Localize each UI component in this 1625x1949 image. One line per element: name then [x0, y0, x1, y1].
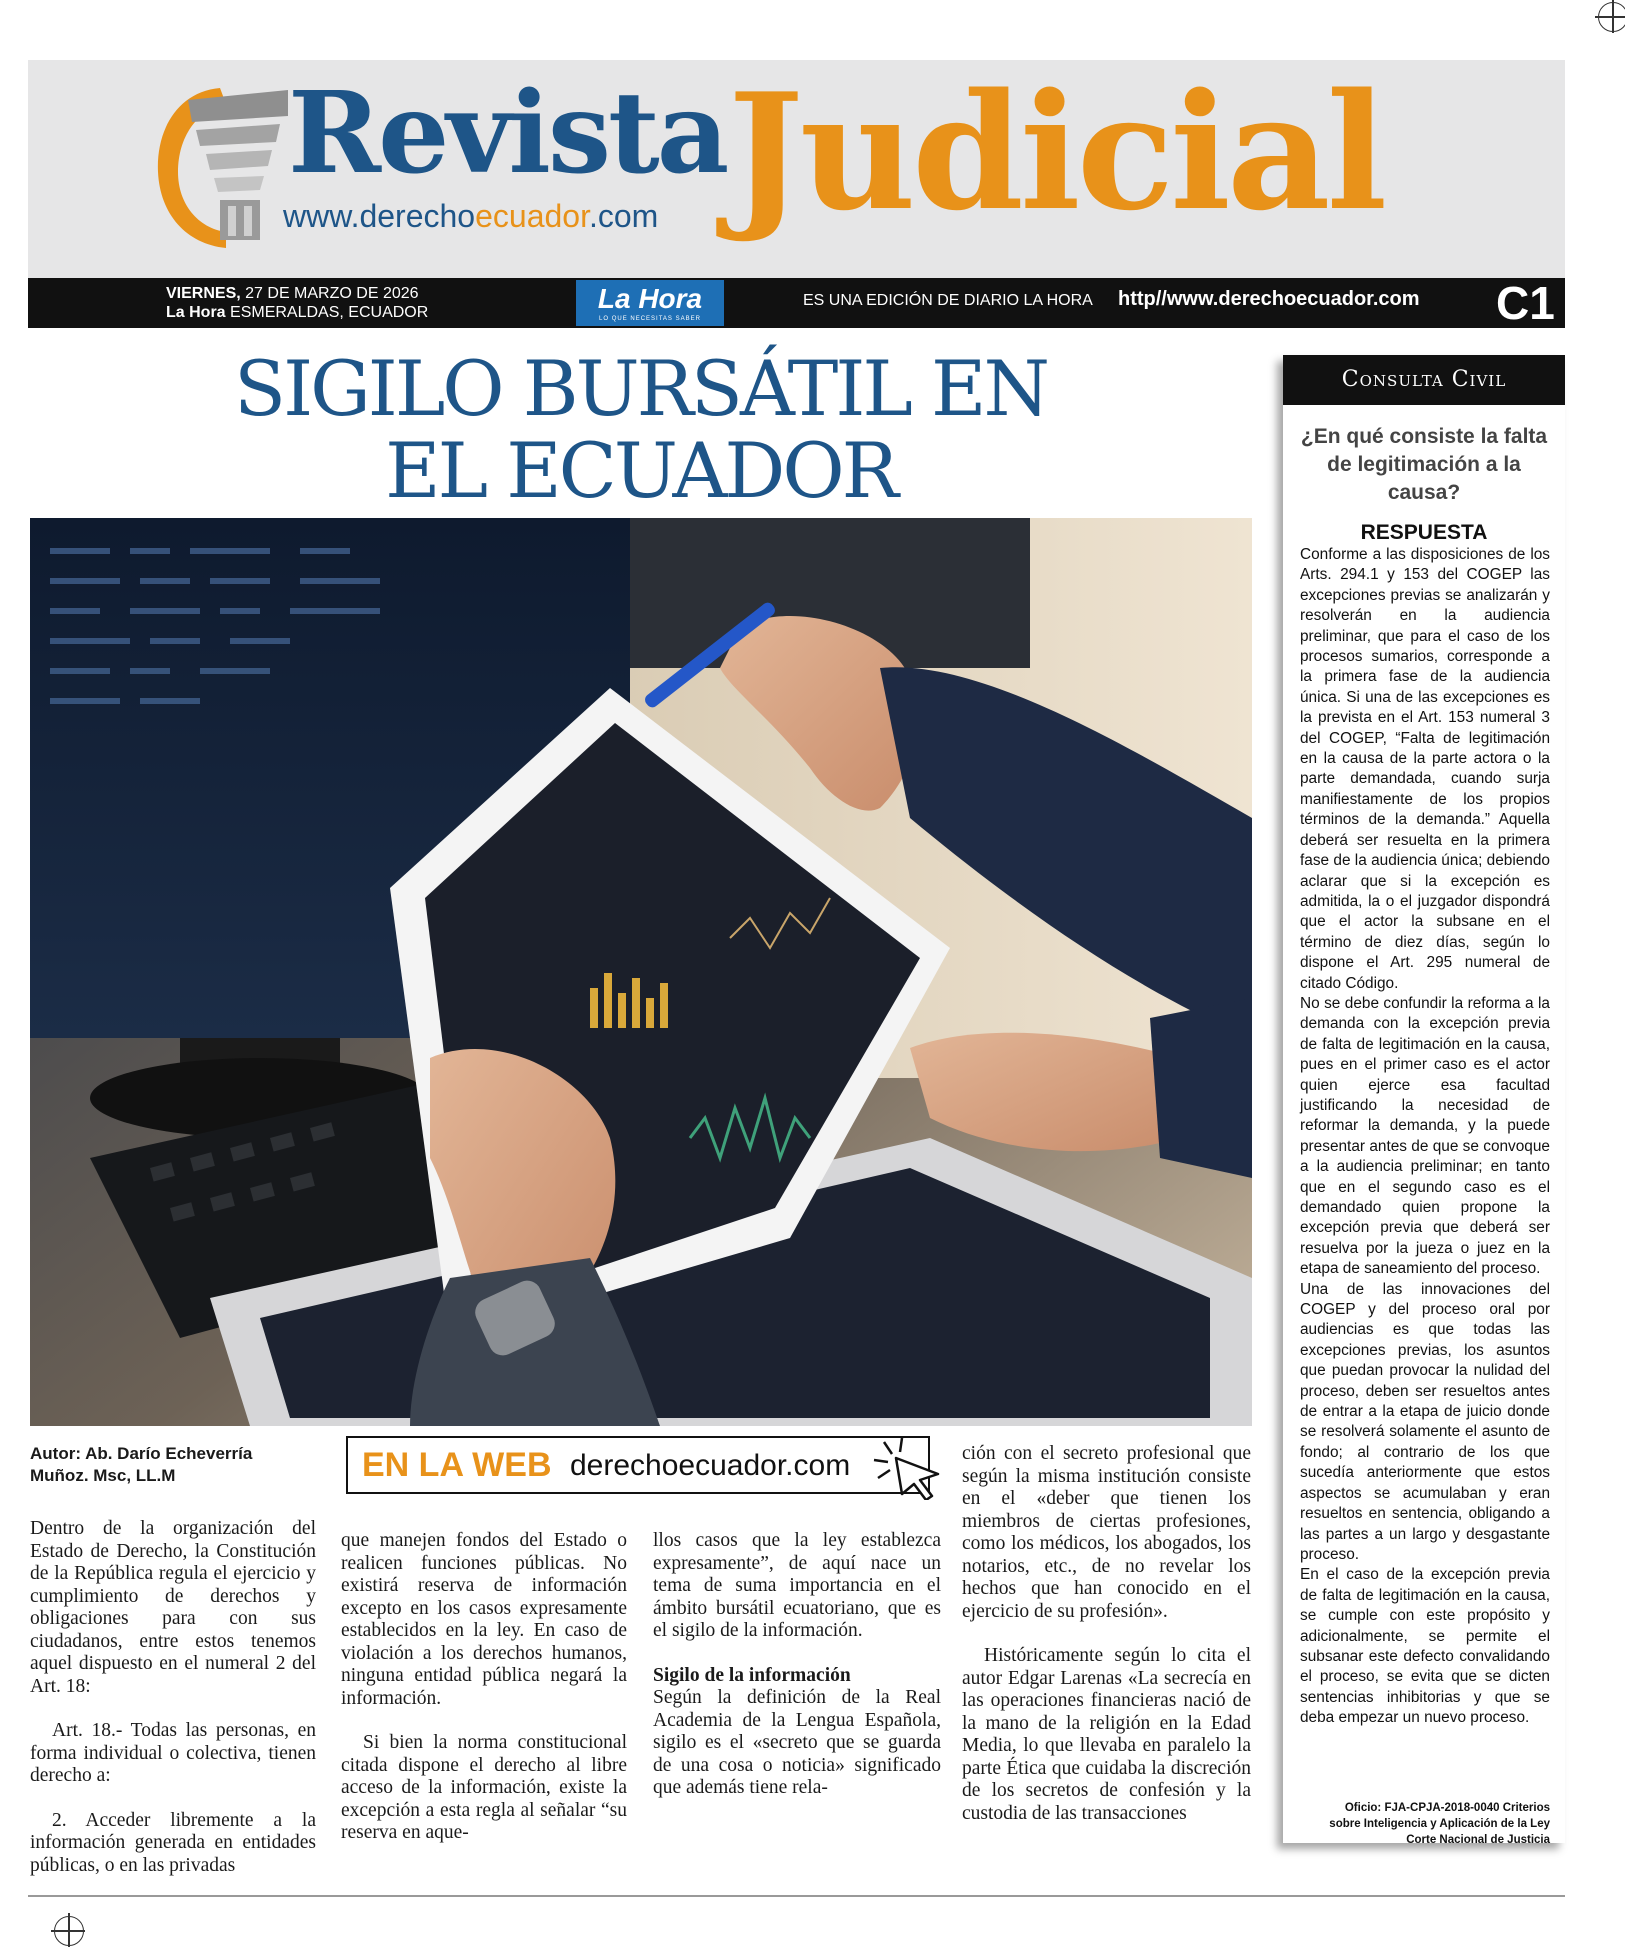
source-line-3: Corte Nacional de Justicia — [1406, 1834, 1550, 1846]
sidebar-paragraph: No se debe confundir la reforma a la demanda con la excepción previa de falta de legitimación en la causa, pues en el primer caso es el actor quien ejerce esa facultad justificando la necesidad de reformar la demanda, y la puede presentar antes de que se convoque a la audiencia preliminar; en tanto que en el segundo caso es el demandado quien propone la excepción previa que deberá ser resuelva por la jueza o juez en la etapa de saneamiento del proceso. — [1300, 994, 1550, 1278]
masthead-url-suffix: .com — [588, 198, 659, 234]
date: 27 DE MARZO DE 2026 — [245, 285, 419, 302]
la-hora-tagline: LO QUE NECESITAS SABER — [599, 316, 701, 322]
article-column-4 — [962, 1443, 1251, 1847]
article-paragraph: Históricamente según lo cita el autor Edgar Larenas «La secrecía en las operaciones financieras nació de la mano de la religión en la Edad Media, lo que llevaba en paralelo la parte Ética que cuidaba la discreción de los secretos de confesión y la custodia de las transacciones — [962, 1645, 1251, 1824]
photo-lower-right-sleeve — [1150, 998, 1252, 1178]
masthead-url[interactable] — [283, 200, 658, 232]
article-paragraph: Si bien la norma constitucional citada dispone el derecho al libre acceso de la información, existe la excepción a esta regla al señalar “su reserva en aque- — [341, 1732, 627, 1843]
article-column-1 — [30, 1518, 316, 1899]
article-paragraph: 2. Acceder libremente a la información generada en entidades públicas, o en las privadas — [30, 1809, 316, 1876]
source-line-2: sobre Inteligencia y Aplicación de la Ley — [1329, 1818, 1550, 1830]
headline — [28, 344, 1253, 515]
cursor-click-icon — [858, 1432, 948, 1500]
issue-date — [166, 284, 428, 322]
author-byline — [30, 1443, 252, 1487]
la-hora-logo[interactable] — [576, 280, 724, 326]
column-logo-icon — [148, 82, 298, 252]
en-la-web-banner[interactable] — [346, 1436, 930, 1494]
paper-name: La Hora — [166, 304, 226, 321]
edition-note: ES UNA EDICIÓN DE DIARIO LA HORA — [803, 292, 1093, 309]
masthead-url-prefix: www.derecho — [283, 198, 476, 234]
article-photo — [30, 518, 1252, 1426]
sidebar-paragraph: En el caso de la excepción previa de falta de legitimación en la causa, se cumple con este propósito y adicionalmente, se permite el subsanar este defecto convalidando el proceso, se evita que se dicten sentencias inhibitorias y que se deba empezar un nuevo proceso. — [1300, 1566, 1550, 1727]
sidebar-header: Consulta Civil — [1283, 355, 1565, 405]
article-column-2 — [341, 1530, 627, 1867]
source-line-1: Oficio: FJA-CPJA-2018-0040 Criterios — [1344, 1802, 1550, 1814]
article-paragraph: Art. 18.- Todas las personas, en forma individual o colectiva, tienen derecho a: — [30, 1720, 316, 1786]
sidebar-answer — [1300, 545, 1550, 1729]
registration-mark-top-right — [1598, 2, 1625, 32]
weekday: VIERNES, — [166, 285, 241, 302]
la-hora-logo-text: La Hora — [597, 283, 703, 314]
headline-line-2: EL ECUADOR — [385, 426, 896, 515]
sidebar-question: ¿En qué consiste la falta de legitimación a la causa? — [1300, 425, 1548, 504]
article-paragraph: Según la definición de la Real Academia de la Lengua Española, sigilo es el «secreto que se guarda de una cosa o noticia» significado que además tiene rela- — [653, 1687, 941, 1798]
headline-line-1: SIGILO BURSÁTIL EN — [234, 344, 1047, 433]
bottom-rule — [28, 1895, 1565, 1897]
sidebar-answer-label: RESPUESTA — [1360, 521, 1488, 544]
registration-mark-bottom-left — [54, 1916, 84, 1946]
en-la-web-url[interactable]: derechoecuador.com — [570, 1449, 851, 1482]
section-code: C1 — [1496, 277, 1555, 329]
info-bar — [28, 278, 1565, 328]
masthead — [28, 60, 1565, 278]
masthead-judicial: Judicial — [728, 58, 1384, 246]
article-paragraph: que manejen fondos del Estado o realicen funciones públicas. No existirá reserva de información excepto en los casos expresamente establecidos en la ley. En caso de violación a los derechos humanos, ninguna entidad pública negará la información. — [341, 1530, 627, 1709]
consulta-civil-sidebar — [1283, 355, 1565, 1846]
article-paragraph: ción con el secreto profesional que según la misma institución consiste en el «deber que tienen los miembros de ciertas profesiones, como los médicos, los abogados, los notarios, etc., de no revelar los hechos que han conocido en el ejercicio de su profesión». — [962, 1443, 1251, 1622]
en-la-web-label: EN LA WEB — [362, 1446, 552, 1484]
sidebar-paragraph: Una de las innovaciones del COGEP y del proceso oral por audiencias es que todas las excepciones previas, los asuntos que puedan provocar la nulidad del proceso, deben ser resueltos antes de entrar a la etapa de juicio donde se resolverá solamente el asunto de fondo; al contrario de los que sucedía anteriormente que estos aspectos se acumulaban y eran resueltos en sentencia, obligando a las partes a un largo y desgastante proceso. — [1300, 1280, 1550, 1563]
masthead-revista: Revista — [288, 68, 727, 199]
author-line-2: Muñoz. Msc, LL.M — [30, 1466, 176, 1485]
article-column-3 — [653, 1530, 941, 1822]
masthead-url-mid: ecuador — [475, 198, 589, 234]
article-paragraph: llos casos que la ley establezca expresamente”, de aquí nace un tema de suma importancia en el ámbito bursátil ecuatoriano, que es el sigilo de la información. — [653, 1530, 941, 1641]
location: ESMERALDAS, ECUADOR — [230, 304, 429, 321]
article-paragraph: Dentro de la organización del Estado de Derecho, la Constitución de la República regula el ejercicio y cumplimiento de derechos y obligaciones para con sus ciudadanos, entre estos tenemos aquel dispuesto en el numeral 2 del Art. 18: — [30, 1518, 316, 1697]
sidebar-source — [1300, 1800, 1550, 1848]
article-subheading: Sigilo de la información — [653, 1664, 851, 1686]
sidebar-paragraph: Conforme a las disposiciones de los Arts. 294.1 y 153 del COGEP las excepciones previas se analizarán y resolverán en la audiencia preliminar, que para el caso de los procesos sumarios, corresponde a la primera fase de la audiencia única. Si una de las excepciones es la prevista en el Art. 153 numeral 3 del COGEP, “Falta de legitimación en la causa de la parte actora o la parte demandada, cuando surja manifiestamente de los propios términos de la demanda.” Aquella deberá ser resuelta en la primera fase de la audiencia única; debiendo aclarar que si la excepción es admitida, la o el juzgador dispondrá que el actor la subsane en el término de diez días, según lo dispone el Art. 295 numeral de citado Código. — [1300, 546, 1550, 992]
author-line-1: Autor: Ab. Darío Echeverría — [30, 1444, 253, 1463]
site-url-link[interactable]: http//www.derechoecuador.com — [1118, 288, 1420, 310]
